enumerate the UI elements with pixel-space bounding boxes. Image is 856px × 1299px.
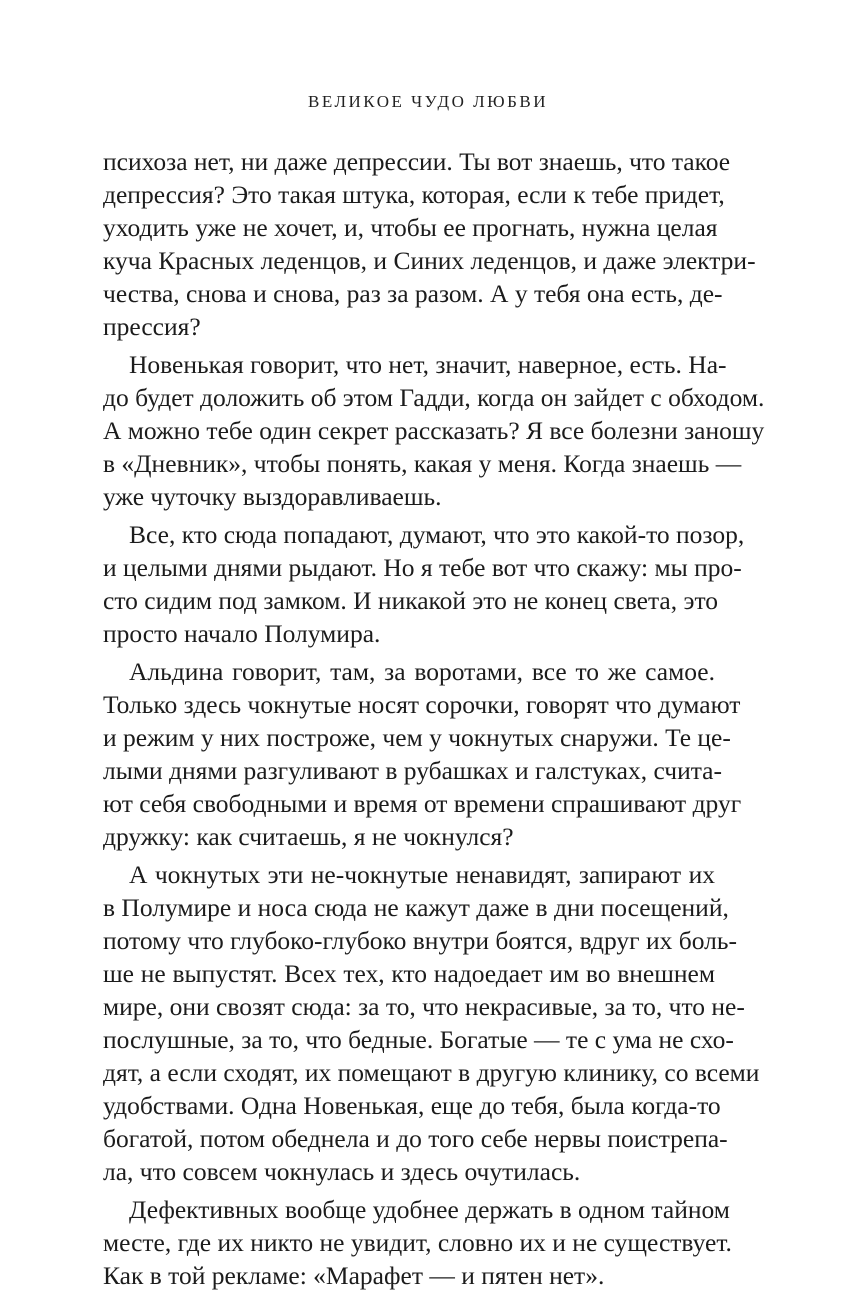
text-line: куча Красных леденцов, и Синих леденцов, и даже электри- [103, 246, 756, 275]
text-line: дружку: как считаешь, я не чокнулся? [103, 822, 514, 851]
text-line: в «Дневник», чтобы понять, какая у меня. Когда знаешь — [103, 449, 742, 478]
text-line: Как в той рекламе: «Марафет — и пятен нет». [103, 1261, 605, 1290]
text-line: Все, кто сюда попадают, думают, что это какой-то позор, [129, 520, 745, 549]
text-line: прессия? [103, 312, 201, 341]
paragraph [103, 518, 745, 650]
body-text [103, 145, 765, 1297]
text-line: Только здесь чокнутые носят сорочки, говорят что думают [103, 690, 741, 719]
running-header: ВЕЛИКОЕ ЧУДО ЛЮБВИ [307, 92, 548, 111]
text-line: лыми днями разгуливают в рубашках и галстуках, счита- [103, 756, 722, 785]
text-line: месте, где их никто не увидит, словно их и не существует. [103, 1228, 732, 1257]
text-line: просто начало Полумира. [103, 619, 381, 648]
paragraph [103, 145, 756, 343]
text-line: Дефективных вообще удобнее держать в одном тайном [129, 1195, 730, 1224]
text-line: уходить уже не хочет, и, чтобы ее прогнать, нужна целая [103, 213, 718, 242]
text-line: А чокнутых эти не-чокнутые ненавидят, запирают их [129, 860, 715, 889]
text-line: уже чуточку выздоравливаешь. [103, 482, 442, 511]
text-line: чества, снова и снова, раз за разом. А у тебя она есть, де- [103, 279, 723, 308]
text-line: послушные, за то, что бедные. Богатые — те с ума не схо- [103, 1025, 734, 1054]
text-line: ла, что совсем чокнулась и здесь очутилась. [103, 1157, 581, 1186]
text-line: психоза нет, ни даже депрессии. Ты вот знаешь, что такое [103, 147, 731, 176]
text-line: и режим у них построже, чем у чокнутых снаружи. Те це- [103, 723, 731, 752]
text-line: богатой, потом обеднела и до того себе нервы поистрепа- [103, 1124, 728, 1153]
text-line: дят, а если сходят, их помещают в другую клинику, со всеми [103, 1058, 760, 1087]
text-line: Новенькая говорит, что нет, значит, наверное, есть. На- [129, 350, 727, 379]
paragraph [103, 858, 760, 1188]
text-line: потому что глубоко-глубоко внутри боятся, вдруг их боль- [103, 926, 738, 955]
text-line: ют себя свободными и время от времени спрашивают друг [103, 789, 742, 818]
text-line: мире, они свозят сюда: за то, что некрасивые, за то, что не- [103, 992, 745, 1021]
text-line: депрессия? Это такая штука, которая, если к тебе придет, [103, 180, 725, 209]
text-line: сто сидим под замком. И никакой это не конец света, это [103, 586, 719, 615]
text-line: удобствами. Одна Новенькая, еще до тебя, была когда-то [103, 1091, 721, 1120]
paragraph [103, 1193, 732, 1292]
text-line: ше не выпустят. Всех тех, кто надоедает им во внешнем [103, 959, 715, 988]
text-line: в Полумире и носа сюда не кажут даже в дни посещений, [103, 893, 729, 922]
paragraph [103, 348, 765, 513]
paragraph [103, 655, 742, 853]
text-line: и целыми днями рыдают. Но я тебе вот что скажу: мы про- [103, 553, 742, 582]
text-line: до будет доложить об этом Гадди, когда он зайдет с обходом. [103, 383, 765, 412]
text-line: А можно тебе один секрет рассказать? Я все болезни заношу [103, 416, 765, 445]
text-line: Альдина говорит, там, за воротами, все то же самое. [129, 657, 715, 686]
